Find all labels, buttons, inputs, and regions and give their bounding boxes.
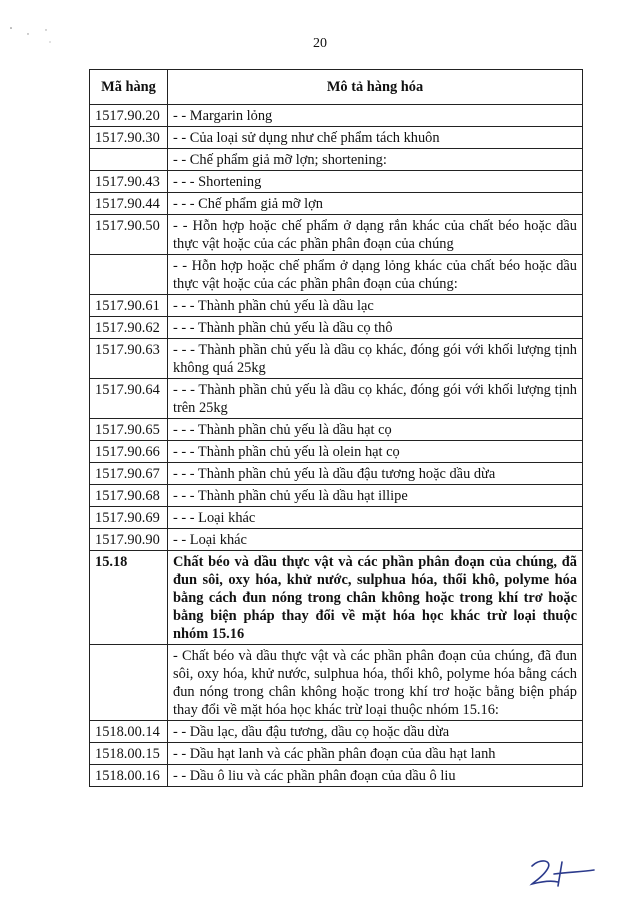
- table-row: [90, 295, 583, 317]
- table-row: [90, 645, 583, 721]
- table-row: [90, 171, 583, 193]
- page-number: 20: [313, 36, 327, 51]
- hs-code-cell: 1517.90.20: [90, 105, 168, 127]
- table-row: [90, 463, 583, 485]
- hs-code-cell: 1517.90.64: [90, 379, 168, 419]
- hs-code-cell: 1517.90.67: [90, 463, 168, 485]
- table-row: [90, 485, 583, 507]
- description-cell: - - - Thành phần chủ yếu là dầu hạt cọ: [168, 419, 583, 441]
- description-cell: - - Dầu lạc, dầu đậu tương, dầu cọ hoặc dầu dừa: [168, 721, 583, 743]
- table-row: [90, 149, 583, 171]
- table-row: [90, 721, 583, 743]
- header-code: Mã hàng: [90, 70, 168, 105]
- hs-code-cell: 1518.00.16: [90, 765, 168, 787]
- signature-mark: [528, 852, 598, 892]
- table-row: [90, 765, 583, 787]
- hs-code-cell: [90, 149, 168, 171]
- hs-code-cell: 15.18: [90, 551, 168, 645]
- description-cell: - - Chế phẩm giả mỡ lợn; shortening:: [168, 149, 583, 171]
- tariff-table: [89, 69, 583, 787]
- hs-code-cell: 1517.90.44: [90, 193, 168, 215]
- description-cell: - - Hỗn hợp hoặc chế phẩm ở dạng rắn khác của chất béo hoặc dầu thực vật hoặc của các phần phân đoạn của chúng: [168, 215, 583, 255]
- description-cell: - Chất béo và dầu thực vật và các phần phân đoạn của chúng, đã đun sôi, oxy hóa, khử nước, sulphua hóa, thổi khô, polyme hóa bằng cách đun nóng trong chân không hoặc trong khí trơ hoặc bằng biện pháp thay đổi về mặt hóa học khác trừ loại thuộc nhóm 15.16:: [168, 645, 583, 721]
- table-row: [90, 193, 583, 215]
- table-row: [90, 551, 583, 645]
- description-cell: - - - Thành phần chủ yếu là dầu đậu tương hoặc dầu dừa: [168, 463, 583, 485]
- description-cell: - - - Thành phần chủ yếu là dầu cọ khác, đóng gói với khối lượng tịnh không quá 25kg: [168, 339, 583, 379]
- description-cell: - - Margarin lỏng: [168, 105, 583, 127]
- hs-code-cell: 1517.90.30: [90, 127, 168, 149]
- description-cell: - - Dầu ô liu và các phần phân đoạn của dầu ô liu: [168, 765, 583, 787]
- table-row: [90, 419, 583, 441]
- description-cell: - - - Thành phần chủ yếu là dầu cọ khác, đóng gói với khối lượng tịnh trên 25kg: [168, 379, 583, 419]
- header-description: Mô tả hàng hóa: [168, 70, 583, 105]
- description-cell: - - - Chế phẩm giả mỡ lợn: [168, 193, 583, 215]
- description-cell: - - Hỗn hợp hoặc chế phẩm ở dạng lỏng khác của chất béo hoặc dầu thực vật hoặc của các phần phân đoạn của chúng:: [168, 255, 583, 295]
- table-row: [90, 215, 583, 255]
- table-row: [90, 339, 583, 379]
- hs-code-cell: 1517.90.69: [90, 507, 168, 529]
- table-row: [90, 317, 583, 339]
- hs-code-cell: 1517.90.43: [90, 171, 168, 193]
- hs-code-cell: 1517.90.50: [90, 215, 168, 255]
- table-header-row: [90, 70, 583, 105]
- hs-code-cell: 1517.90.62: [90, 317, 168, 339]
- description-cell: - - Của loại sử dụng như chế phẩm tách khuôn: [168, 127, 583, 149]
- hs-code-cell: 1517.90.65: [90, 419, 168, 441]
- hs-code-cell: 1517.90.66: [90, 441, 168, 463]
- hs-code-cell: [90, 645, 168, 721]
- description-cell: - - - Loại khác: [168, 507, 583, 529]
- table-row: [90, 441, 583, 463]
- hs-code-cell: [90, 255, 168, 295]
- hs-code-cell: 1517.90.61: [90, 295, 168, 317]
- table-row: [90, 105, 583, 127]
- description-cell: - - - Shortening: [168, 171, 583, 193]
- description-cell: - - - Thành phần chủ yếu là dầu lạc: [168, 295, 583, 317]
- hs-code-cell: 1518.00.15: [90, 743, 168, 765]
- hs-code-cell: 1517.90.68: [90, 485, 168, 507]
- hs-code-cell: 1518.00.14: [90, 721, 168, 743]
- table-row: [90, 743, 583, 765]
- table-row: [90, 379, 583, 419]
- description-cell: - - Dầu hạt lanh và các phần phân đoạn của dầu hạt lanh: [168, 743, 583, 765]
- description-cell: - - - Thành phần chủ yếu là dầu cọ thô: [168, 317, 583, 339]
- hs-code-cell: 1517.90.63: [90, 339, 168, 379]
- table-row: [90, 507, 583, 529]
- description-cell: - - Loại khác: [168, 529, 583, 551]
- description-cell: - - - Thành phần chủ yếu là dầu hạt illipe: [168, 485, 583, 507]
- hs-code-cell: 1517.90.90: [90, 529, 168, 551]
- table-row: [90, 255, 583, 295]
- table-row: [90, 127, 583, 149]
- description-cell: - - - Thành phần chủ yếu là olein hạt cọ: [168, 441, 583, 463]
- table-row: [90, 529, 583, 551]
- description-cell: Chất béo và dầu thực vật và các phần phân đoạn của chúng, đã đun sôi, oxy hóa, khử nước, sulphua hóa, thổi khô, polyme hóa bằng cách đun nóng trong chân không hoặc trong khí trơ hoặc bằng biện pháp thay đổi về mặt hóa học khác trừ loại thuộc nhóm 15.16: [168, 551, 583, 645]
- table-body: [90, 105, 583, 787]
